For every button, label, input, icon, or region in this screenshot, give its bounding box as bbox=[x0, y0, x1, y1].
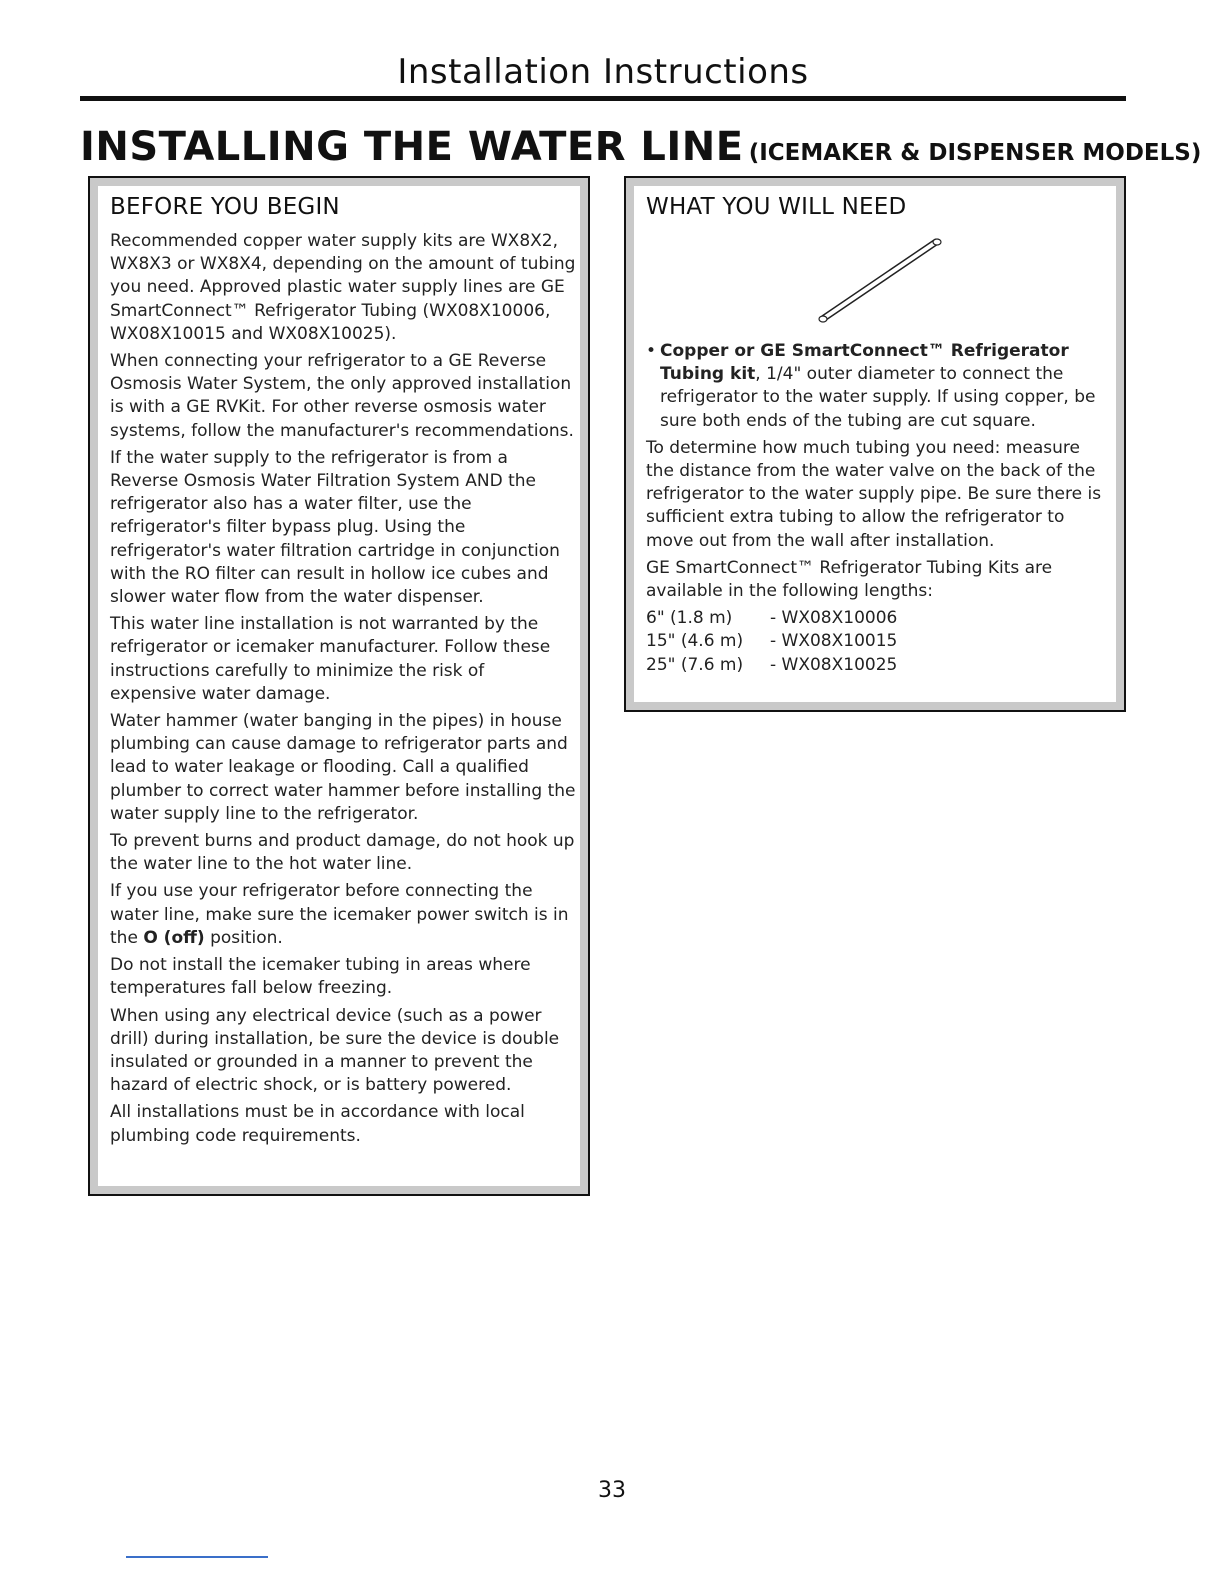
paragraph: This water line installation is not warranted by the refrigerator or icemaker manufacturer. Follow these instructions carefully to minimize the risk of expensive water damage. bbox=[110, 614, 551, 704]
paragraph: When using any electrical device (such as a power drill) during installation, be sure the device is double insulated or grounded in a manner to prevent the hazard of electric shock, or is battery powered. bbox=[110, 1005, 560, 1096]
tubing-part-number: - WX08X10006 bbox=[770, 608, 898, 629]
tubing-lengths-table bbox=[646, 607, 897, 677]
section-title-sub: (ICEMAKER & DISPENSER MODELS) bbox=[748, 140, 1202, 166]
section-title bbox=[80, 124, 1201, 170]
before-you-begin-box bbox=[88, 176, 590, 1196]
tubing-kit-description: , 1/4" outer diameter to connect the refrigerator to the water supply. If using copper, be sure both ends of the tubing are cut square. bbox=[660, 364, 1096, 431]
section-title-main: INSTALLING THE WATER LINE bbox=[80, 124, 744, 170]
tubing-illustration bbox=[816, 234, 946, 326]
tubing-length: 15" (4.6 m) bbox=[646, 631, 744, 652]
header-divider bbox=[80, 96, 1126, 101]
footer-divider bbox=[126, 1556, 268, 1558]
paragraph: Do not install the icemaker tubing in areas where temperatures fall below freezing. bbox=[110, 955, 531, 999]
paragraph: Water hammer (water banging in the pipes) in house plumbing can cause damage to refrigerator parts and lead to water leakage or flooding. Call a qualified plumber to correct water hammer before installing the water supply line to the refrigerator. bbox=[110, 711, 576, 824]
bullet-icon: • bbox=[646, 341, 657, 361]
paragraph: To determine how much tubing you need: measure the distance from the water valve on the back of the refrigerator to the water supply pipe. Be sure there is sufficient extra tubing to allow the refrigerator to move out from the wall after installation. bbox=[646, 437, 1102, 551]
tubing-length: 6" (1.8 m) bbox=[646, 608, 733, 629]
paragraph: When connecting your refrigerator to a GE Reverse Osmosis Water System, the only approved installation is with a GE RVKit. For other reverse osmosis water systems, follow the manufacturer's recommendations. bbox=[110, 351, 574, 441]
table-row bbox=[646, 654, 897, 677]
tubing-kit-bullet bbox=[646, 340, 1112, 433]
page-number: 33 bbox=[598, 1478, 626, 1503]
tubing-part-number: - WX08X10025 bbox=[770, 654, 898, 675]
switch-text-end: position. bbox=[204, 927, 283, 948]
what-you-will-need-heading: WHAT YOU WILL NEED bbox=[646, 194, 907, 220]
page-header-title: Installation Instructions bbox=[397, 52, 809, 92]
paragraph: To prevent burns and product damage, do not hook up the water line to the hot water line. bbox=[110, 831, 575, 875]
tubing-length: 25" (7.6 m) bbox=[646, 654, 744, 675]
icemaker-switch-paragraph bbox=[110, 880, 576, 950]
table-row bbox=[646, 630, 897, 653]
tubing-kit-name: Copper or GE SmartConnect™ Refrigerator Tubing kit bbox=[660, 341, 1069, 385]
tubing-part-number: - WX08X10015 bbox=[770, 631, 898, 652]
switch-text: If you use your refrigerator before connecting the water line, make sure the icemaker power switch is in the bbox=[110, 881, 569, 948]
paragraph: All installations must be in accordance with local plumbing code requirements. bbox=[110, 1102, 525, 1146]
before-you-begin-heading: BEFORE YOU BEGIN bbox=[110, 194, 340, 220]
what-you-will-need-box bbox=[624, 176, 1126, 712]
paragraph: Recommended copper water supply kits are WX8X2, WX8X3 or WX8X4, depending on the amount of tubing you need. Approved plastic water supply lines are GE SmartConnect™ Refrigerator Tubing (WX08X10006, WX08X10015 and WX08X10025). bbox=[110, 231, 576, 344]
off-position-label: O (off) bbox=[143, 927, 205, 948]
paragraph: If the water supply to the refrigerator is from a Reverse Osmosis Water Filtration System AND the refrigerator also has a water filter, use the refrigerator's filter bypass plug. Using the refrigerator's water filtration cartridge in conjunction with the RO filter can result in hollow ice cubes and slower water flow from the water dispenser. bbox=[110, 447, 560, 608]
table-row bbox=[646, 607, 897, 630]
paragraph: GE SmartConnect™ Refrigerator Tubing Kits are available in the following lengths: bbox=[646, 557, 1053, 602]
